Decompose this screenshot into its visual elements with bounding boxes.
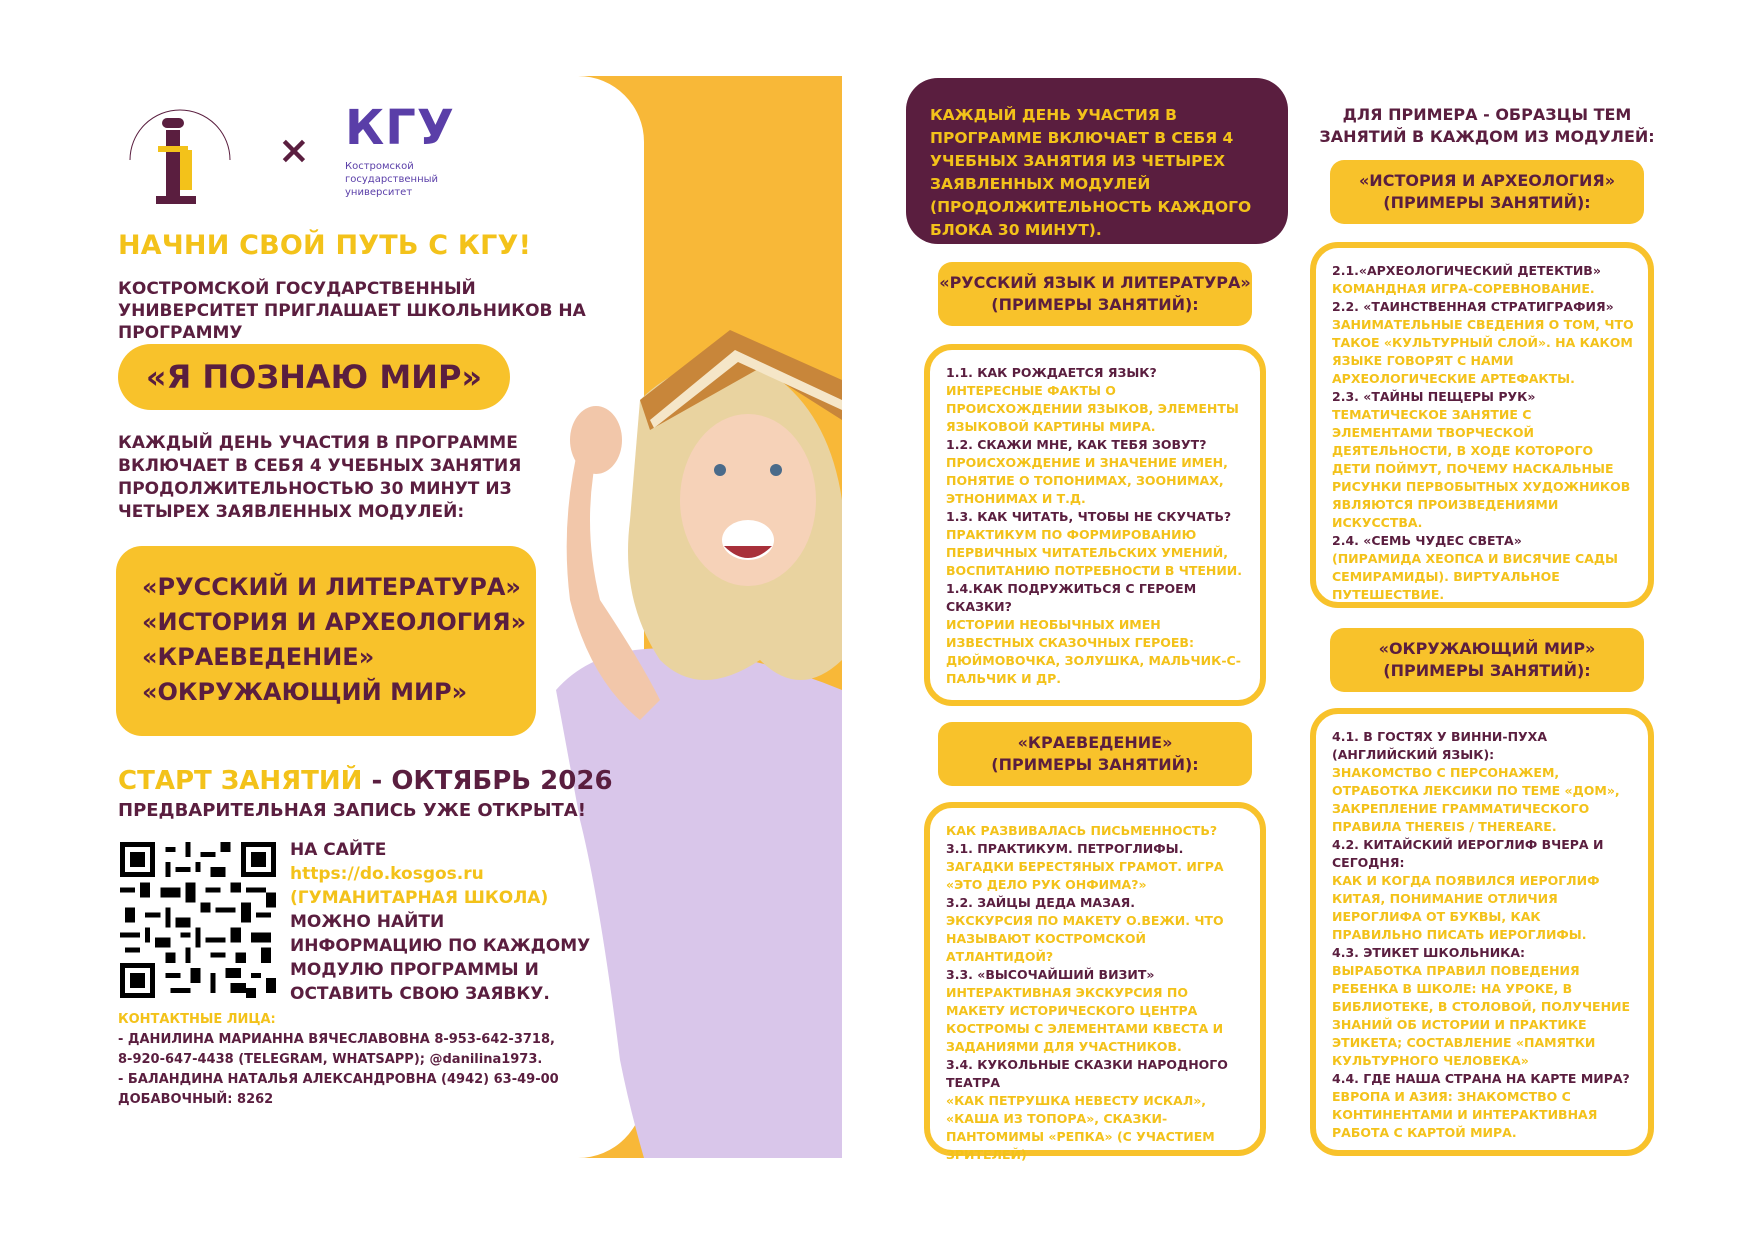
lesson-title: 2.2. «ТАИНСТВЕННАЯ СТРАТИГРАФИЯ»	[1332, 299, 1614, 314]
each-day-text: КАЖДЫЙ ДЕНЬ УЧАСТИЯ В ПРОГРАММЕ ВКЛЮЧАЕТ В СЕБЯ 4 УЧЕБНЫХ ЗАНЯТИЯ ПРОДОЛЖИТЕЛЬНОСТЬЮ 30 МИНУТ ИЗ ЧЕТЫРЕХ ЗАЯВЛЕННЫХ МОДУЛЕЙ:	[118, 433, 522, 522]
site-line: (ГУМАНИТАРНАЯ ШКОЛА)	[290, 888, 549, 908]
kraeved-tag-title: «КРАЕВЕДЕНИЕ»	[1017, 733, 1173, 752]
lesson-title: 3.1. ПРАКТИКУМ. ПЕТРОГЛИФЫ.	[946, 841, 1184, 856]
lesson-title: 3.2. ЗАЙЦЫ ДЕДА МАЗАЯ.	[946, 895, 1136, 910]
site-line: МОЖНО НАЙТИ	[290, 912, 445, 932]
module-item: «КРАЕВЕДЕНИЕ»	[142, 643, 375, 671]
site-info	[290, 838, 590, 1006]
world-tag-sub: (ПРИМЕРЫ ЗАНЯТИЙ):	[1383, 661, 1591, 680]
history-tag	[1330, 160, 1644, 224]
lesson-title: 3.3. «ВЫСОЧАЙШИЙ ВИЗИТ»	[946, 967, 1155, 982]
world-tag	[1330, 628, 1644, 692]
module-item: «РУССКИЙ И ЛИТЕРАТУРА»	[142, 573, 521, 601]
lesson-desc: ПРАКТИКУМ ПО ФОРМИРОВАНИЮ ПЕРВИЧНЫХ ЧИТАТЕЛЬСКИХ УМЕНИЙ, ВОСПИТАНИЮ ПОТРЕБНОСТИ В ЧТЕНИИ.	[946, 527, 1243, 578]
lesson-desc: КАК И КОГДА ПОЯВИЛСЯ ИЕРОГЛИФ КИТАЯ, ПОНИМАНИЕ ОТЛИЧИЯ ИЕРОГЛИФА ОТ БУКВЫ, КАК ПРАВИЛЬНО ПИСАТЬ ИЕРОГЛИФЫ.	[1332, 873, 1600, 942]
lesson-desc: ВЫРАБОТКА ПРАВИЛ ПОВЕДЕНИЯ РЕБЕНКА В ШКОЛЕ: НА УРОКЕ, В БИБЛИОТЕКЕ, В СТОЛОВОЙ, ПОЛУЧЕНИЕ ЗНАНИЙ ОБ ИСТОРИИ И ПРАКТИКЕ ЭТИКЕТА; СОСТАВЛЕНИЕ «ПАМЯТКИ КУЛЬТУРНОГО ЧЕЛОВЕКА»	[1332, 963, 1631, 1068]
site-line: НА САЙТЕ	[290, 840, 387, 860]
history-tag-sub: (ПРИМЕРЫ ЗАНЯТИЙ):	[1383, 193, 1591, 212]
headline: НАЧНИ СВОЙ ПУТЬ С КГУ!	[118, 230, 532, 261]
lesson-desc: ЗНАКОМСТВО С ПЕРСОНАЖЕМ, ОТРАБОТКА ЛЕКСИКИ ПО ТЕМЕ «ДОМ», ЗАКРЕПЛЕНИЕ ГРАММАТИЧЕСКОГО ПРАВИЛА THEREIS / THEREARE.	[1332, 765, 1620, 834]
kgu-logo-text: КГУ	[345, 100, 455, 156]
lesson-title: 4.3. ЭТИКЕТ ШКОЛЬНИКА:	[1332, 945, 1526, 960]
lesson-title: 4.4. ГДЕ НАША СТРАНА НА КАРТЕ МИРА?	[1332, 1071, 1630, 1086]
contact-line: 8-920-647-4438 (TELEGRAM, WHATSAPP); @danilina1973.	[118, 1052, 543, 1067]
history-tag-title: «ИСТОРИЯ И АРХЕОЛОГИЯ»	[1358, 171, 1616, 190]
lesson-desc: «КАК ПЕТРУШКА НЕВЕСТУ ИСКАЛ», «КАША ИЗ ТОПОРА», СКАЗКИ-ПАНТОМИМЫ «РЕПКА» (С УЧАСТИЕМ ЗРИТЕЛЕЙ)	[946, 1093, 1215, 1162]
lesson-title: 1.4.КАК ПОДРУЖИТЬСЯ С ГЕРОЕМ СКАЗКИ?	[946, 581, 1197, 614]
site-link[interactable]: https://do.kosgos.ru	[290, 864, 484, 884]
lesson-desc: ЕВРОПА И АЗИЯ: ЗНАКОМСТВО С КОНТИНЕНТАМИ И ИНТЕРАКТИВНАЯ РАБОТА С КАРТОЙ МИРА.	[1332, 1089, 1598, 1140]
lesson-desc: КАК РАЗВИВАЛАСЬ ПИСЬМЕННОСТЬ?	[946, 823, 1218, 838]
russian-tag	[938, 262, 1252, 326]
lesson-desc: ТЕМАТИЧЕСКОЕ ЗАНЯТИЕ С ЭЛЕМЕНТАМИ ТВОРЧЕСКОЙ ДЕЯТЕЛЬНОСТИ, В ХОДЕ КОТОРОГО ДЕТИ ПОЙМУТ, ПОЧЕМУ НАСКАЛЬНЫЕ РИСУНКИ ПЕРВОБЫТНЫХ ХУДОЖНИКОВ ЯВЛЯЮТСЯ ПРОИЗВЕДЕНИЯМИ ИСКУССТВА.	[1332, 407, 1631, 530]
contacts	[118, 1010, 588, 1110]
site-line: ИНФОРМАЦИЮ ПО КАЖДОМУ	[290, 936, 591, 956]
summary-box: КАЖДЫЙ ДЕНЬ УЧАСТИЯ В ПРОГРАММЕ ВКЛЮЧАЕТ В СЕБЯ 4 УЧЕБНЫХ ЗАНЯТИЯ ИЗ ЧЕТЫРЕХ ЗАЯВЛЕННЫХ МОДУЛЕЙ (ПРОДОЛЖИТЕЛЬНОСТЬ КАЖДОГО БЛОКА 30 МИНУТ).	[906, 78, 1288, 244]
lesson-desc: ИСТОРИИ НЕОБЫЧНЫХ ИМЕН ИЗВЕСТНЫХ СКАЗОЧНЫХ ГЕРОЕВ: ДЮЙМОВОЧКА, ЗОЛУШКА, МАЛЬЧИК-С-ПАЛЬЧИК И ДР.	[946, 617, 1241, 686]
contacts-label: КОНТАКТНЫЕ ЛИЦА:	[118, 1012, 276, 1027]
preregistration-text: ПРЕДВАРИТЕЛЬНАЯ ЗАПИСЬ УЖЕ ОТКРЫТА!	[118, 800, 586, 821]
lesson-desc: ПРОИСХОЖДЕНИЕ И ЗНАЧЕНИЕ ИМЕН, ПОНЯТИЕ О ТОПОНИМАХ, ЗООНИМАХ, ЭТНОНИМАХ И Т.Д.	[946, 455, 1228, 506]
lesson-title: 2.4. «СЕМЬ ЧУДЕС СВЕТА»	[1332, 533, 1522, 548]
russian-tag-sub: (ПРИМЕРЫ ЗАНЯТИЙ):	[991, 295, 1199, 314]
lesson-desc: ЭКСКУРСИЯ ПО МАКЕТУ О.ВЕЖИ. ЧТО НАЗЫВАЮТ КОСТРОМСКОЙ АТЛАНТИДОЙ?	[946, 913, 1224, 964]
module-item: «ИСТОРИЯ И АРХЕОЛОГИЯ»	[142, 608, 527, 636]
kraeved-tag-sub: (ПРИМЕРЫ ЗАНЯТИЙ):	[991, 755, 1199, 774]
lesson-title: 4.2. КИТАЙСКИЙ ИЕРОГЛИФ ВЧЕРА И СЕГОДНЯ:	[1332, 837, 1604, 870]
modules-list	[116, 546, 536, 736]
lesson-title: 1.3. КАК ЧИТАТЬ, ЧТОБЫ НЕ СКУЧАТЬ?	[946, 509, 1232, 524]
site-line: ОСТАВИТЬ СВОЮ ЗАЯВКУ.	[290, 984, 550, 1004]
russian-tag-title: «РУССКИЙ ЯЗЫК И ЛИТЕРАТУРА»	[939, 273, 1251, 292]
lesson-title: 2.1.«АРХЕОЛОГИЧЕСКИЙ ДЕТЕКТИВ»	[1332, 263, 1601, 278]
institute-logo	[120, 100, 240, 210]
russian-examples	[924, 344, 1266, 706]
kgu-logo	[345, 102, 475, 202]
examples-heading: ДЛЯ ПРИМЕРА - ОБРАЗЦЫ ТЕМ ЗАНЯТИЙ В КАЖДОМ ИЗ МОДУЛЕЙ:	[1319, 105, 1655, 146]
history-examples	[1310, 242, 1654, 608]
contact-line: ДОБАВОЧНЫЙ: 8262	[118, 1092, 274, 1107]
world-tag-title: «ОКРУЖАЮЩИЙ МИР»	[1378, 639, 1596, 658]
module-item: «ОКРУЖАЮЩИЙ МИР»	[142, 678, 468, 706]
lesson-title: 2.3. «ТАЙНЫ ПЕЩЕРЫ РУК»	[1332, 389, 1536, 404]
kraeved-tag	[938, 722, 1252, 786]
start-label: СТАРТ ЗАНЯТИЙ	[118, 766, 363, 796]
lesson-desc: КОМАНДНАЯ ИГРА-СОРЕВНОВАНИЕ.	[1332, 281, 1595, 296]
start-line	[118, 766, 613, 796]
lesson-desc: ИНТЕРАКТИВНАЯ ЭКСКУРСИЯ ПО МАКЕТУ ИСТОРИЧЕСКОГО ЦЕНТРА КОСТРОМЫ С ЭЛЕМЕНТАМИ КВЕСТА И ЗАДАНИЯМИ ДЛЯ УЧАСТНИКОВ.	[946, 985, 1224, 1054]
kraeved-examples	[924, 802, 1266, 1162]
world-examples	[1310, 708, 1654, 1156]
lesson-desc: ЗАНИМАТЕЛЬНЫЕ СВЕДЕНИЯ О ТОМ, ЧТО ТАКОЕ «КУЛЬТУРНЫЙ СЛОЙ». НА КАКОМ ЯЗЫКЕ ГОВОРЯТ С НАМИ АРХЕОЛОГИЧЕСКИЕ АРТЕФАКТЫ.	[1332, 317, 1634, 386]
lesson-desc: ИНТЕРЕСНЫЕ ФАКТЫ О ПРОИСХОЖДЕНИИ ЯЗЫКОВ, ЭЛЕМЕНТЫ ЯЗЫКОВОЙ КАРТИНЫ МИРА.	[946, 383, 1239, 434]
site-line: МОДУЛЮ ПРОГРАММЫ И	[290, 960, 539, 980]
kgu-logo-subtitle: Костромской государственный университет	[345, 161, 439, 198]
lesson-desc: ЗАГАДКИ БЕРЕСТЯНЫХ ГРАМОТ. ИГРА «ЭТО ДЕЛО РУК ОНФИМА?»	[946, 859, 1224, 892]
lesson-title: 1.1. КАК РОЖДАЕТСЯ ЯЗЫК?	[946, 365, 1157, 380]
lesson-desc: (ПИРАМИДА ХЕОПСА И ВИСЯЧИЕ САДЫ СЕМИРАМИДЫ). ВИРТУАЛЬНОЕ ПУТЕШЕСТВИЕ.	[1332, 551, 1618, 602]
start-date: - ОКТЯБРЬ 2026	[362, 766, 613, 796]
cross-sign: ×	[278, 128, 310, 172]
lesson-title: 3.4. КУКОЛЬНЫЕ СКАЗКИ НАРОДНОГО ТЕАТРА	[946, 1057, 1228, 1090]
lesson-title: 4.1. В ГОСТЯХ У ВИННИ-ПУХА (АНГЛИЙСКИЙ ЯЗЫК):	[1332, 729, 1547, 762]
lesson-title: 1.2. СКАЖИ МНЕ, КАК ТЕБЯ ЗОВУТ?	[946, 437, 1207, 452]
contact-line: - ДАНИЛИНА МАРИАННА ВЯЧЕСЛАВОВНА 8-953-642-3718,	[118, 1032, 555, 1047]
invite-text: КОСТРОМСКОЙ ГОСУДАРСТВЕННЫЙ УНИВЕРСИТЕТ ПРИГЛАШАЕТ ШКОЛЬНИКОВ НА ПРОГРАММУ	[118, 279, 586, 343]
contact-line: - БАЛАНДИНА НАТАЛЬЯ АЛЕКСАНДРОВНА (4942) 63-49-00	[118, 1072, 559, 1087]
qr-code[interactable]	[120, 842, 276, 998]
program-title: «Я ПОЗНАЮ МИР»	[118, 344, 510, 410]
